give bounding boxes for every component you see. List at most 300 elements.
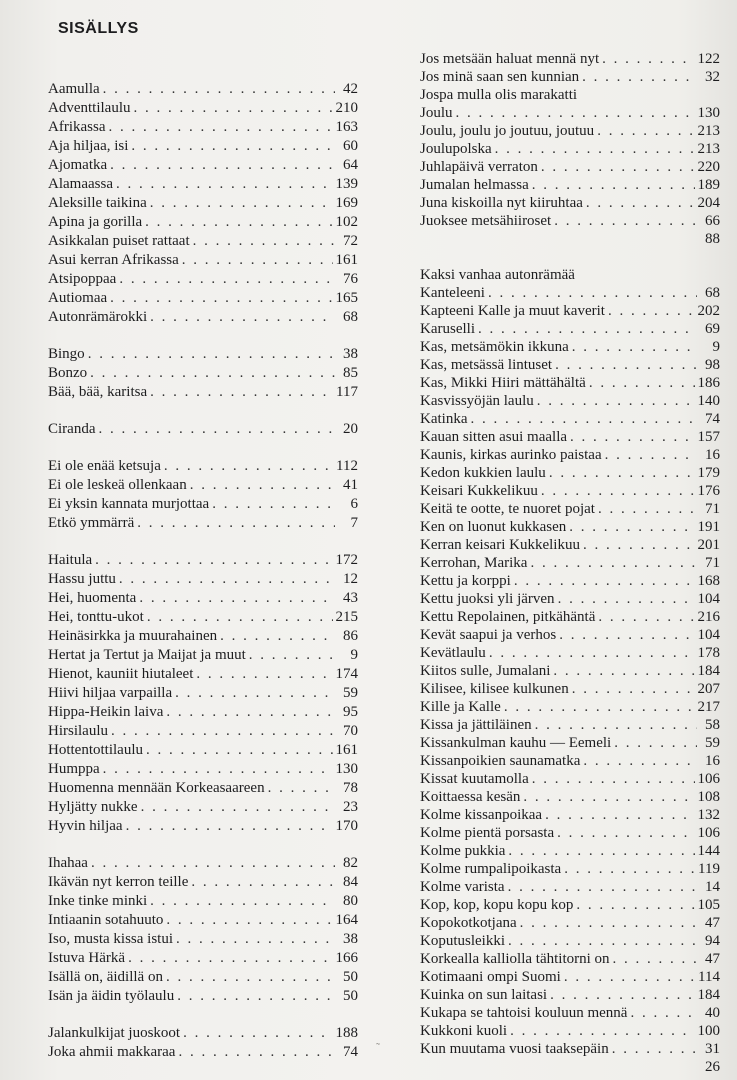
leader-dots: [95, 551, 332, 570]
toc-entry-title: Juoksee metsähiiroset: [420, 213, 552, 229]
toc-entry: [48, 911, 358, 930]
toc-entry-title: Etkö ymmärrä: [48, 515, 135, 531]
toc-entry-title: Autiomaa: [48, 290, 108, 306]
toc-entry: [420, 230, 720, 248]
toc-entry-title: Asui kerran Afrikassa: [48, 252, 179, 268]
toc-entry-page-number: 88: [705, 231, 720, 247]
toc-entry-title: Hiivi hiljaa varpailla: [48, 685, 173, 701]
leader-dots: [150, 194, 333, 213]
toc-entry-title: Joulu: [420, 105, 453, 121]
toc-entry: [48, 251, 358, 270]
toc-entry: [48, 646, 358, 665]
leader-dots: [193, 232, 335, 251]
leader-dots: [583, 752, 697, 770]
toc-entry: [420, 176, 720, 194]
toc-entry: [420, 698, 720, 716]
toc-entry: [420, 158, 720, 176]
toc-entry-title: Ihahaa: [48, 855, 88, 871]
toc-entry: [48, 987, 358, 1006]
toc-entry-page-number: 132: [697, 807, 720, 823]
leader-dots: [90, 364, 335, 383]
toc-entry: [48, 194, 358, 213]
leader-dots: [145, 213, 332, 232]
toc-entry-title: Kukapa se tahtoisi kouluun mennä: [420, 1005, 628, 1021]
toc-entry-page-number: 7: [350, 515, 358, 531]
leader-dots: [572, 338, 697, 356]
toc-entry: [420, 860, 720, 878]
toc-entry: [48, 627, 358, 646]
toc-entry-page-number: 82: [343, 855, 358, 871]
leader-dots: [488, 284, 697, 302]
toc-entry-title: Hassu juttu: [48, 571, 116, 587]
toc-entry: [48, 514, 358, 533]
leader-dots: [128, 949, 332, 968]
toc-entry-page-number: 70: [343, 723, 358, 739]
toc-entry: [420, 338, 720, 356]
toc-entry-title: Joka ahmii makkaraa: [48, 1044, 176, 1060]
toc-entry: [420, 770, 720, 788]
toc-entry-title: Apina ja gorilla: [48, 214, 143, 230]
toc-entry-page-number: 59: [343, 685, 358, 701]
toc-entry-title: Jos minä saan sen kunnian: [420, 69, 580, 85]
toc-entry-page-number: 80: [343, 893, 358, 909]
toc-entry-title: Joulu, joulu jo joutuu, joutuu: [420, 123, 595, 139]
leader-dots: [555, 356, 697, 374]
toc-entry: [420, 716, 720, 734]
toc-entry: [420, 464, 720, 482]
leader-dots: [103, 760, 333, 779]
toc-entry-page-number: 170: [335, 818, 358, 834]
toc-entry-title: Koputusleikki: [420, 933, 505, 949]
toc-entry-page-number: 64: [343, 157, 358, 173]
toc-entry: [48, 722, 358, 741]
leader-dots: [183, 1024, 332, 1043]
toc-entry-title: Kolme pukkia: [420, 843, 506, 859]
toc-entry-title: Kilisee, kilisee kulkunen: [420, 681, 569, 697]
toc-entry-page-number: 117: [336, 384, 358, 400]
toc-entry-title: Koittaessa kesän: [420, 789, 521, 805]
toc-entry-title: Kolme varista: [420, 879, 505, 895]
toc-entry: [420, 608, 720, 626]
leader-dots: [586, 194, 695, 212]
toc-entry-title: Kissanpoikien saunamatka: [420, 753, 581, 769]
toc-entry-title: Ken on luonut kukkasen: [420, 519, 567, 535]
toc-entry-page-number: 104: [697, 627, 720, 643]
toc-entry-title: Istuva Härkä: [48, 950, 126, 966]
leader-dots: [176, 930, 335, 949]
leader-dots: [178, 1043, 335, 1062]
toc-entry: [420, 212, 720, 230]
toc-entry-page-number: 26: [705, 1059, 720, 1075]
toc-group: [48, 1024, 358, 1062]
toc-entry: [48, 80, 358, 99]
leader-dots: [554, 212, 697, 230]
toc-entry-title: Keitä te ootte, te nuoret pojat: [420, 501, 595, 517]
leader-dots: [564, 968, 695, 986]
toc-entry-title: Aleksille taikina: [48, 195, 147, 211]
toc-entry-page-number: 220: [697, 159, 720, 175]
leader-dots: [583, 536, 695, 554]
leader-dots: [177, 987, 335, 1006]
leader-dots: [98, 420, 335, 439]
toc-entry-page-number: 144: [697, 843, 720, 859]
toc-entry-title: Hei, huomenta: [48, 590, 137, 606]
toc-entry-page-number: 94: [705, 933, 720, 949]
toc-entry-title: Kas, metsämökin ikkuna: [420, 339, 569, 355]
toc-entry: [48, 930, 358, 949]
toc-entry-page-number: 50: [343, 988, 358, 1004]
toc-entry-page-number: 161: [335, 252, 358, 268]
toc-entry: [48, 118, 358, 137]
toc-entry-page-number: 112: [336, 458, 358, 474]
toc-entry: [48, 270, 358, 289]
toc-entry-page-number: 207: [697, 681, 720, 697]
toc-entry-page-number: 23: [343, 799, 358, 815]
leader-dots: [196, 665, 332, 684]
toc-entry: [48, 949, 358, 968]
toc-entry-title: Bää, bää, karitsa: [48, 384, 148, 400]
toc-entry-page-number: 169: [335, 195, 358, 211]
toc-entry-title: Atsipoppaa: [48, 271, 117, 287]
toc-entry-page-number: 47: [705, 915, 720, 931]
toc-entry-page-number: 104: [697, 591, 720, 607]
toc-entry-page-number: 20: [343, 421, 358, 437]
leader-dots: [576, 896, 694, 914]
toc-entry-title: Kettu ja korppi: [420, 573, 511, 589]
toc-entry-title: Humppa: [48, 761, 100, 777]
toc-entry: [48, 1024, 358, 1043]
leader-dots: [182, 251, 333, 270]
leader-dots: [510, 1022, 694, 1040]
toc-entry: [420, 626, 720, 644]
toc-entry: [420, 122, 720, 140]
pencil-mark-icon: ˜: [376, 1040, 380, 1054]
toc-entry-page-number: 130: [335, 761, 358, 777]
leader-dots: [589, 374, 695, 392]
toc-entry-title: Katinka: [420, 411, 468, 427]
toc-entry: [48, 798, 358, 817]
toc-entry-page-number: 16: [705, 753, 720, 769]
toc-entry-page-number: 71: [705, 555, 720, 571]
toc-entry-title: Kolme pientä porsasta: [420, 825, 555, 841]
leader-dots: [139, 589, 335, 608]
toc-entry-title: Kevätlaulu: [420, 645, 486, 661]
toc-entry: [420, 878, 720, 896]
toc-column-left: [48, 80, 358, 1062]
leader-dots: [532, 770, 695, 788]
leader-dots: [150, 308, 335, 327]
toc-entry-title: Hei, tonttu-ukot: [48, 609, 144, 625]
leader-dots: [166, 911, 332, 930]
leader-dots: [108, 118, 332, 137]
toc-entry: [420, 590, 720, 608]
toc-entry-page-number: 40: [705, 1005, 720, 1021]
toc-entry-title: Hertat ja Tertut ja Maijat ja muut: [48, 647, 246, 663]
toc-entry-title: Kaksi vanhaa autonrämää: [420, 267, 575, 283]
toc-group: [48, 80, 358, 327]
leader-dots: [268, 779, 335, 798]
leader-dots: [508, 932, 697, 950]
toc-entry-title: Ei ole enää ketsuja: [48, 458, 161, 474]
toc-entry-title: Karuselli: [420, 321, 475, 337]
toc-entry-page-number: 178: [697, 645, 720, 661]
toc-entry-page-number: 184: [697, 663, 720, 679]
toc-entry-page-number: 215: [335, 609, 358, 625]
toc-entry-page-number: 122: [697, 51, 720, 67]
toc-entry-title: Hirsilaulu: [48, 723, 108, 739]
toc-entry: [420, 266, 720, 284]
toc-entry-page-number: 71: [705, 501, 720, 517]
toc-entry: [48, 665, 358, 684]
leader-dots: [553, 662, 694, 680]
toc-entry-title: Huomenna mennään Korkeasaareen: [48, 780, 265, 796]
leader-dots: [608, 302, 695, 320]
page-heading: SISÄLLYS: [58, 20, 139, 37]
toc-entry-title: Kuinka on sun laitasi: [420, 987, 548, 1003]
toc-entry: [48, 589, 358, 608]
toc-entry-title: Kolme kissanpoikaa: [420, 807, 543, 823]
toc-entry-page-number: 38: [343, 346, 358, 362]
toc-entry: [420, 680, 720, 698]
toc-entry: [420, 1004, 720, 1022]
toc-entry: [420, 392, 720, 410]
toc-entry-title: Keisari Kukkelikuu: [420, 483, 538, 499]
toc-entry: [420, 788, 720, 806]
leader-dots: [598, 608, 694, 626]
toc-entry: [420, 644, 720, 662]
toc-entry: [48, 99, 358, 118]
leader-dots: [141, 798, 335, 817]
toc-entry-title: Kissankulman kauhu — Eemeli: [420, 735, 612, 751]
toc-entry-page-number: 102: [335, 214, 358, 230]
toc-entry-title: Bonzo: [48, 365, 88, 381]
toc-entry: [420, 140, 720, 158]
toc-entry-title: Kerrohan, Marika: [420, 555, 528, 571]
toc-entry-page-number: 191: [697, 519, 720, 535]
toc-entry: [420, 1040, 720, 1058]
toc-entry: [420, 896, 720, 914]
leader-dots: [88, 345, 335, 364]
toc-entry-page-number: 69: [705, 321, 720, 337]
toc-entry-title: Hottentottilaulu: [48, 742, 143, 758]
toc-entry-page-number: 72: [343, 233, 358, 249]
toc-entry-page-number: 59: [705, 735, 720, 751]
toc-entry: [420, 500, 720, 518]
toc-entry-title: Jumalan helmassa: [420, 177, 529, 193]
leader-dots: [119, 270, 335, 289]
toc-entry-page-number: 6: [350, 496, 358, 512]
toc-entry-title: Kop, kop, kopu kopu kop: [420, 897, 574, 913]
toc-entry-title: Ajomatka: [48, 157, 108, 173]
toc-entry-title: Autonrämärokki: [48, 309, 148, 325]
toc-entry: [420, 302, 720, 320]
toc-entry-page-number: 85: [343, 365, 358, 381]
toc-entry: [420, 374, 720, 392]
toc-entry-page-number: 163: [335, 119, 358, 135]
leader-dots: [212, 495, 335, 514]
toc-entry: [48, 684, 358, 703]
toc-entry-page-number: 166: [335, 950, 358, 966]
toc-entry: [48, 551, 358, 570]
toc-entry-page-number: 58: [705, 717, 720, 733]
toc-entry-page-number: 47: [705, 951, 720, 967]
toc-entry-page-number: 176: [697, 483, 720, 499]
toc-entry-page-number: 98: [705, 357, 720, 373]
toc-entry-title: Hyvin hiljaa: [48, 818, 123, 834]
leader-dots: [456, 104, 695, 122]
toc-entry: [420, 86, 720, 104]
toc-entry-page-number: 139: [335, 176, 358, 192]
toc-entry: [420, 914, 720, 932]
toc-entry: [420, 536, 720, 554]
toc-entry-page-number: 31: [705, 1041, 720, 1057]
toc-entry: [48, 213, 358, 232]
toc-entry-page-number: 217: [697, 699, 720, 715]
leader-dots: [175, 684, 335, 703]
leader-dots: [630, 1004, 697, 1022]
leader-dots: [508, 878, 697, 896]
leader-dots: [110, 156, 335, 175]
toc-entry-title: Kun muutama vuosi taaksepäin: [420, 1041, 609, 1057]
toc-entry-title: Iso, musta kissa istui: [48, 931, 174, 947]
toc-entry: [420, 446, 720, 464]
toc-entry-title: Kukkoni kuoli: [420, 1023, 508, 1039]
toc-entry: [420, 752, 720, 770]
toc-entry-title: Haitula: [48, 552, 93, 568]
leader-dots: [134, 99, 333, 118]
toc-entry-page-number: 140: [697, 393, 720, 409]
toc-entry: [420, 932, 720, 950]
leader-dots: [220, 627, 335, 646]
leader-dots: [164, 457, 333, 476]
toc-entry: [48, 570, 358, 589]
leader-dots: [508, 842, 694, 860]
toc-entry-title: Kas, Mikki Hiiri mättähältä: [420, 375, 586, 391]
toc-entry-title: Kevät saapui ja verhos: [420, 627, 557, 643]
toc-entry-page-number: 50: [343, 969, 358, 985]
toc-entry-title: Jos metsään haluat mennä nyt: [420, 51, 600, 67]
toc-entry-page-number: 12: [343, 571, 358, 587]
toc-entry: [420, 842, 720, 860]
toc-entry-title: Hienot, kauniit hiutaleet: [48, 666, 194, 682]
toc-group: [48, 420, 358, 439]
toc-entry-page-number: 179: [697, 465, 720, 481]
toc-entry: [48, 232, 358, 251]
leader-dots: [535, 716, 697, 734]
leader-dots: [91, 854, 335, 873]
toc-entry-page-number: 68: [705, 285, 720, 301]
leader-dots: [598, 500, 697, 518]
toc-entry: [420, 824, 720, 842]
toc-entry-title: Hippa-Heikin laiva: [48, 704, 164, 720]
toc-entry-title: Kolme rumpalipoikasta: [420, 861, 562, 877]
toc-entry-page-number: 165: [335, 290, 358, 306]
toc-entry-page-number: 108: [697, 789, 720, 805]
toc-entry: [48, 703, 358, 722]
toc-entry-page-number: 184: [697, 987, 720, 1003]
toc-entry-title: Korkealla kalliolla tähtitorni on: [420, 951, 610, 967]
toc-entry-title: Aamulla: [48, 81, 100, 97]
toc-entry: [48, 457, 358, 476]
toc-entry-page-number: 76: [343, 271, 358, 287]
toc-entry-title: Afrikassa: [48, 119, 106, 135]
toc-entry-title: Kissat kuutamolla: [420, 771, 529, 787]
toc-entry-page-number: 114: [698, 969, 720, 985]
leader-dots: [126, 817, 333, 836]
leader-dots: [489, 644, 695, 662]
toc-entry: [48, 1043, 358, 1062]
leader-dots: [470, 410, 697, 428]
leader-dots: [116, 175, 333, 194]
toc-entry: [420, 1058, 720, 1076]
leader-dots: [614, 734, 697, 752]
toc-group: [420, 266, 720, 1076]
leader-dots: [111, 722, 335, 741]
toc-entry: [420, 986, 720, 1004]
toc-entry: [420, 572, 720, 590]
toc-entry: [48, 854, 358, 873]
leader-dots: [119, 570, 335, 589]
toc-entry-page-number: 161: [335, 742, 358, 758]
toc-entry-page-number: 38: [343, 931, 358, 947]
leader-dots: [582, 68, 697, 86]
leader-dots: [602, 50, 694, 68]
leader-dots: [557, 824, 694, 842]
toc-entry-page-number: 78: [343, 780, 358, 796]
toc-entry: [420, 320, 720, 338]
toc-entry: [48, 608, 358, 627]
leader-dots: [570, 428, 694, 446]
toc-entry-title: Kasvissyöjän laulu: [420, 393, 534, 409]
toc-column-right: [420, 50, 720, 1076]
leader-dots: [495, 140, 695, 158]
toc-entry: [420, 482, 720, 500]
toc-entry: [420, 284, 720, 302]
toc-entry: [48, 308, 358, 327]
toc-entry-page-number: 105: [697, 897, 720, 913]
toc-group: [48, 551, 358, 836]
toc-entry-title: Juna kiskoilla nyt kiiruhtaa: [420, 195, 583, 211]
toc-entry-page-number: 74: [705, 411, 720, 427]
leader-dots: [597, 122, 694, 140]
toc-entry: [48, 873, 358, 892]
toc-entry: [420, 734, 720, 752]
toc-entry-title: Joulupolska: [420, 141, 492, 157]
toc-entry-title: Kerran keisari Kukkelikuu: [420, 537, 580, 553]
toc-entry: [420, 950, 720, 968]
toc-entry-title: Isän ja äidin työlaulu: [48, 988, 175, 1004]
toc-entry-page-number: 188: [335, 1025, 358, 1041]
toc-entry: [48, 345, 358, 364]
toc-entry-title: Hyljätty nukke: [48, 799, 138, 815]
toc-entry-title: Kotimaani ompi Suomi: [420, 969, 561, 985]
toc-entry-title: Ei yksin kannata murjottaa: [48, 496, 210, 512]
toc-entry-title: Kettu juoksi yli järven: [420, 591, 555, 607]
leader-dots: [514, 572, 695, 590]
leader-dots: [613, 950, 697, 968]
toc-entry: [420, 104, 720, 122]
toc-entry-page-number: 213: [697, 141, 720, 157]
toc-entry-page-number: 164: [335, 912, 358, 928]
toc-group: [48, 457, 358, 533]
toc-entry-page-number: 9: [350, 647, 358, 663]
toc-entry: [48, 760, 358, 779]
toc-entry-page-number: 157: [697, 429, 720, 445]
leader-dots: [612, 1040, 697, 1058]
toc-group: [48, 345, 358, 402]
toc-entry-page-number: 174: [335, 666, 358, 682]
toc-entry-page-number: 32: [705, 69, 720, 85]
